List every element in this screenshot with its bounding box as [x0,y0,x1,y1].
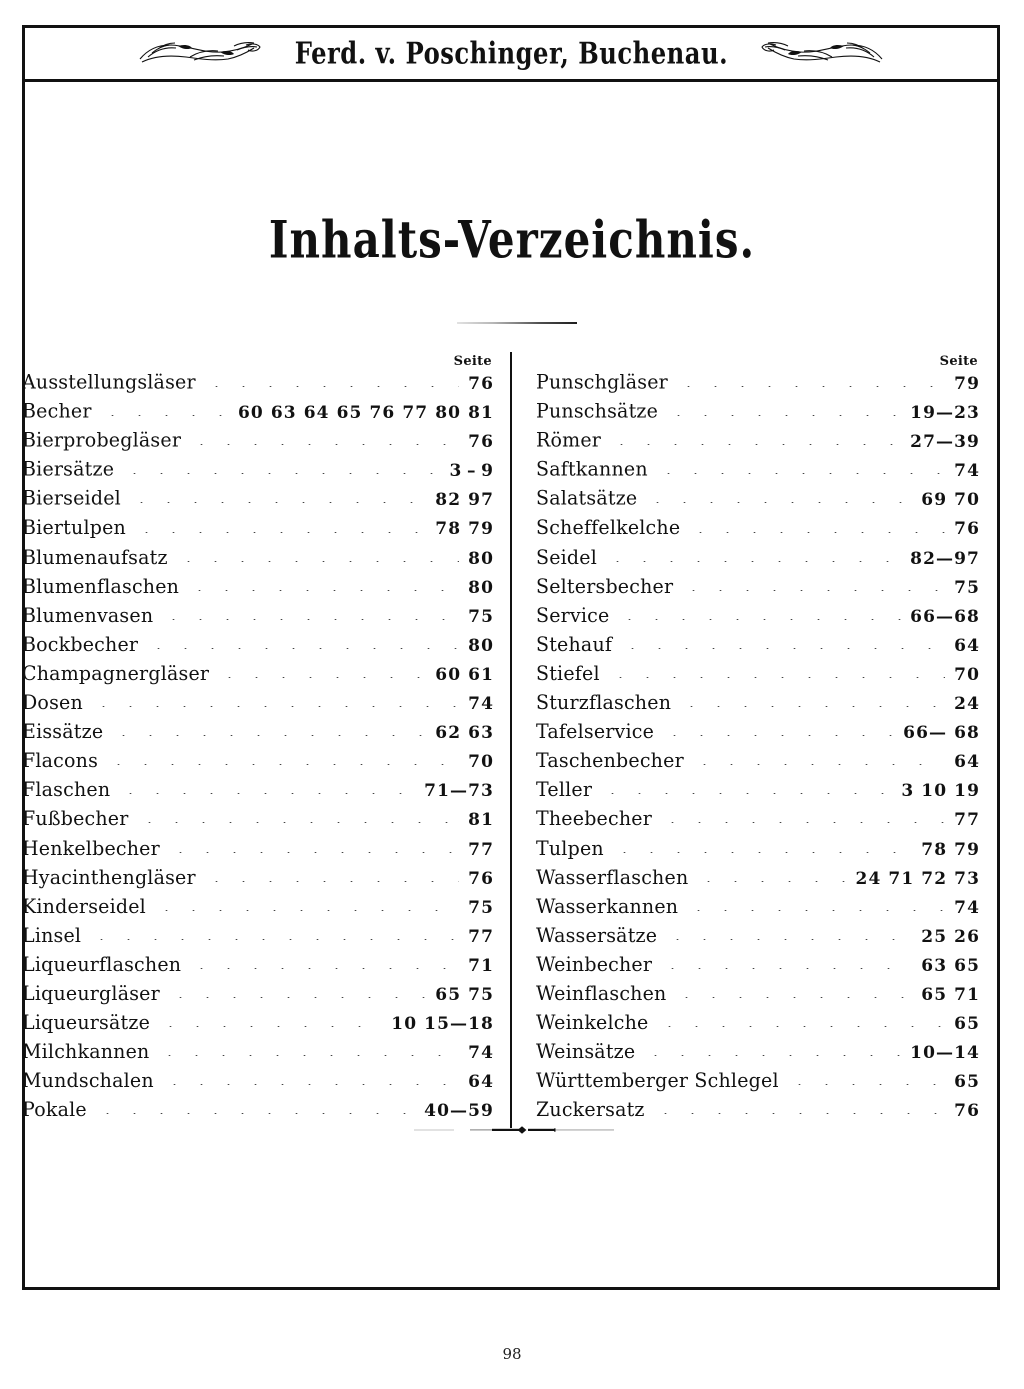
index-column-right [510,352,980,1128]
index-entry-pages: 80 [468,577,494,598]
index-entry-pages: 82 97 [435,490,494,511]
index-entry-label: Bierseidel [22,488,121,511]
index-entry-row [22,954,494,983]
dot-leader [153,910,459,911]
index-entry-pages: 80 [468,548,494,569]
dot-leader [616,619,901,620]
dot-leader [665,415,901,416]
index-entry-pages: 3 – 9 [449,461,494,482]
index-entry-row [22,896,494,925]
index-entry-pages: 71 [468,955,494,976]
index-entry-pages: 3 10 19 [901,781,980,802]
index-entry-label: Theebecher [536,808,653,831]
diamond-rule-ornament [404,1124,634,1136]
dot-leader [175,561,459,562]
index-entry-row [22,401,494,430]
dot-leader [88,939,459,940]
index-entry-row [22,547,494,576]
index-entry-row [536,838,980,867]
index-entry-list-left [22,372,494,1128]
index-entry-label: Pokale [22,1099,87,1122]
index-entry-label: Salatsätze [536,488,638,511]
index-entry-label: Liqueurgläser [22,982,160,1005]
index-entry-pages: 82—97 [910,548,980,569]
dot-leader [604,561,901,562]
index-entry-row [22,372,494,401]
index-entry-pages: 64 [468,1072,494,1093]
index-entry-row [536,488,980,517]
index-entry-pages: 65 [954,1072,980,1093]
index-entry-row [536,1070,980,1099]
dot-leader [619,648,945,649]
index-entry-pages: 65 71 [921,984,980,1005]
index-entry-pages: 64 [954,752,980,773]
index-entry-label: Service [536,604,610,627]
index-entry-pages: 24 [954,694,980,715]
index-entry-row [22,925,494,954]
index-entry-row [22,750,494,779]
dot-leader [157,1026,382,1027]
index-entry-list-right [536,372,980,1128]
column-header-seite-right: Seite [939,354,978,369]
index-entry-pages: 64 [954,635,980,656]
dot-leader [160,619,459,620]
index-entry-pages: 71—73 [424,781,494,802]
index-entry-pages: 76 [468,374,494,394]
index-entry-pages: 60 61 [435,664,494,685]
dot-leader [186,590,459,591]
index-entry-label: Blumenvasen [22,604,154,627]
dot-leader [203,881,459,882]
index-entry-row [536,576,980,605]
index-entry-pages: 77 [468,926,494,947]
index-entry-label: Biertulpen [22,517,126,540]
dot-leader [675,386,945,387]
dot-leader [611,852,912,853]
index-entry-row [22,517,494,546]
dot-leader [133,532,426,533]
index-entry-label: Seidel [536,546,598,569]
index-entry-label: Flaschen [22,779,111,802]
page-title: Inhalts-Verzeichnis. [268,210,756,270]
dot-leader [161,1084,459,1085]
index-entry-pages: 80 [468,635,494,656]
index-entry-pages: 70 [468,752,494,773]
dot-leader [673,997,912,998]
index-entry-pages: 69 70 [921,490,980,511]
index-entry-label: Tafelservice [536,721,655,744]
index-entry-row [22,1012,494,1041]
dot-leader [652,1113,945,1114]
index-entry-row [22,634,494,663]
dot-leader [105,764,459,765]
index-entry-row [22,983,494,1012]
index-entry-label: Liqueurflaschen [22,953,182,976]
index-entry-row [536,459,980,488]
index-entry-label: Blumenaufsatz [22,546,168,569]
index-entry-label: Weinbecher [536,953,653,976]
index-entry-row [536,750,980,779]
index-entry-pages: 76 [468,868,494,889]
dot-leader [678,706,945,707]
index-entry-row [22,663,494,692]
index-entry-label: Stehauf [536,633,613,656]
dot-leader [203,386,459,387]
dot-leader [99,415,229,416]
index-entry-row [536,634,980,663]
dot-leader [136,822,460,823]
leaf-flourish-ornament-right [760,37,888,71]
index-entry-label: Seltersbecher [536,575,674,598]
index-entry-label: Teller [536,779,593,802]
index-entry-pages: 79 [954,374,980,394]
running-head-band [25,28,997,82]
index-entry-label: Scheffelkelche [536,517,681,540]
index-entry-pages: 27—39 [910,432,980,453]
index-entry-row [22,838,494,867]
index-entry-row [22,779,494,808]
index-entry-pages: 66— 68 [903,723,980,744]
index-entry-label: Wassersätze [536,924,658,947]
index-entry-pages: 78 79 [435,519,494,540]
index-entry-label: Hyacinthengläser [22,866,196,889]
dot-leader [128,502,426,503]
index-entry-label: Flacons [22,750,99,773]
index-columns [22,352,980,1128]
index-entry-pages: 24 71 72 73 [855,868,980,889]
dot-leader [691,764,945,765]
index-entry-label: Liqueursätze [22,1012,151,1035]
dot-leader [695,881,846,882]
index-entry-label: Henkelbecher [22,837,160,860]
running-head-title: Ferd. v. Poschinger, Buchenau. [294,36,728,71]
index-entry-label: Wasserkannen [536,895,679,918]
dot-leader [661,735,894,736]
index-entry-pages: 77 [468,839,494,860]
leaf-flourish-ornament-left [134,37,262,71]
dot-leader [90,706,459,707]
index-entry-pages: 62 63 [435,723,494,744]
index-entry-label: Fußbecher [22,808,129,831]
index-entry-row [536,663,980,692]
index-entry-pages: 76 [954,519,980,540]
index-entry-pages: 66—68 [910,606,980,627]
dot-leader [664,939,912,940]
index-entry-label: Eissätze [22,721,104,744]
index-entry-label: Bierprobegläser [22,430,182,453]
index-entry-pages: 63 65 [921,955,980,976]
index-entry-row [22,605,494,634]
index-entry-label: Saftkannen [536,459,648,482]
index-entry-label: Württemberger Schlegel [536,1070,779,1093]
index-entry-row [536,983,980,1012]
index-entry-row [536,547,980,576]
index-entry-pages: 40—59 [424,1101,494,1122]
index-entry-row [536,517,980,546]
dot-leader [188,968,459,969]
index-entry-row [536,605,980,634]
index-entry-label: Sturzflaschen [536,692,672,715]
title-divider-rule [457,322,577,324]
index-entry-label: Blumenflaschen [22,575,180,598]
dot-leader [786,1084,945,1085]
index-entry-label: Punschsätze [536,401,659,424]
dot-leader [156,1055,459,1056]
index-entry-pages: 81 [468,810,494,831]
index-entry-row [22,576,494,605]
dot-leader [607,677,945,678]
index-entry-row [536,1012,980,1041]
index-entry-row [536,808,980,837]
index-entry-label: Kinderseidel [22,895,146,918]
index-entry-label: Ausstellungsläser [22,372,196,394]
index-entry-label: Weinkelche [536,1012,649,1035]
index-entry-pages: 76 [468,432,494,453]
dot-leader [642,1055,901,1056]
index-entry-pages: 10 15—18 [391,1014,494,1035]
dot-leader [685,910,945,911]
index-entry-label: Becher [22,401,92,424]
dot-leader [608,444,901,445]
index-entry-pages: 10—14 [910,1043,980,1064]
index-entry-label: Wasserflaschen [536,866,689,889]
dot-leader [655,473,945,474]
index-entry-label: Dosen [22,692,83,715]
dot-leader [121,473,440,474]
index-entry-label: Biersätze [22,459,115,482]
index-entry-label: Bockbecher [22,633,139,656]
index-entry-label: Tulpen [536,837,604,860]
dot-leader [145,648,459,649]
index-entry-pages: 74 [468,694,494,715]
index-column-left [22,352,510,1128]
index-entry-row [536,954,980,983]
index-entry-pages: 75 [468,897,494,918]
index-entry-pages: 74 [954,897,980,918]
index-entry-pages: 78 79 [921,839,980,860]
index-entry-row [536,430,980,459]
index-entry-pages: 75 [468,606,494,627]
index-entry-row [536,779,980,808]
index-entry-row [22,459,494,488]
index-entry-row [22,430,494,459]
index-entry-pages: 19—23 [910,403,980,424]
index-entry-row [536,867,980,896]
index-entry-row [22,867,494,896]
index-entry-label: Champagnergläser [22,662,210,685]
index-entry-row [536,721,980,750]
index-entry-row [536,896,980,925]
dot-leader [167,997,426,998]
index-entry-label: Zuckersatz [536,1099,645,1122]
index-entry-pages: 65 [954,1014,980,1035]
dot-leader [680,590,945,591]
index-entry-label: Punschgläser [536,372,668,394]
dot-leader [110,735,426,736]
index-entry-row [536,372,980,401]
dot-leader [599,793,892,794]
index-entry-pages: 77 [954,810,980,831]
index-entry-row [22,692,494,721]
index-entry-pages: 76 [954,1101,980,1122]
index-entry-row [536,1041,980,1070]
index-entry-pages: 74 [468,1043,494,1064]
page-folio-number: 98 [502,1345,522,1363]
index-entry-row [536,925,980,954]
index-entry-label: Linsel [22,924,82,947]
index-entry-row [22,1041,494,1070]
index-entry-label: Mundschalen [22,1070,154,1093]
index-entry-label: Römer [536,430,602,453]
index-entry-label: Weinsätze [536,1041,636,1064]
dot-leader [94,1113,415,1114]
index-entry-label: Milchkannen [22,1041,150,1064]
index-entry-pages: 75 [954,577,980,598]
dot-leader [117,793,415,794]
dot-leader [188,444,459,445]
index-entry-pages: 65 75 [435,984,494,1005]
dot-leader [216,677,426,678]
index-entry-pages: 25 26 [921,926,980,947]
index-entry-row [22,488,494,517]
dot-leader [659,822,945,823]
index-entry-row [536,401,980,430]
dot-leader [656,1026,946,1027]
index-entry-pages: 70 [954,664,980,685]
index-entry-label: Taschenbecher [536,750,684,773]
index-entry-label: Stiefel [536,662,600,685]
index-entry-row [22,721,494,750]
index-entry-row [536,692,980,721]
dot-leader [659,968,912,969]
index-entry-label: Weinflaschen [536,982,667,1005]
index-entry-row [22,808,494,837]
index-entry-row [22,1070,494,1099]
column-header-seite-left: Seite [453,354,492,369]
dot-leader [687,532,945,533]
dot-leader [167,852,459,853]
index-entry-pages: 74 [954,461,980,482]
dot-leader [644,502,912,503]
index-entry-pages: 60 63 64 65 76 77 80 81 [238,403,494,424]
